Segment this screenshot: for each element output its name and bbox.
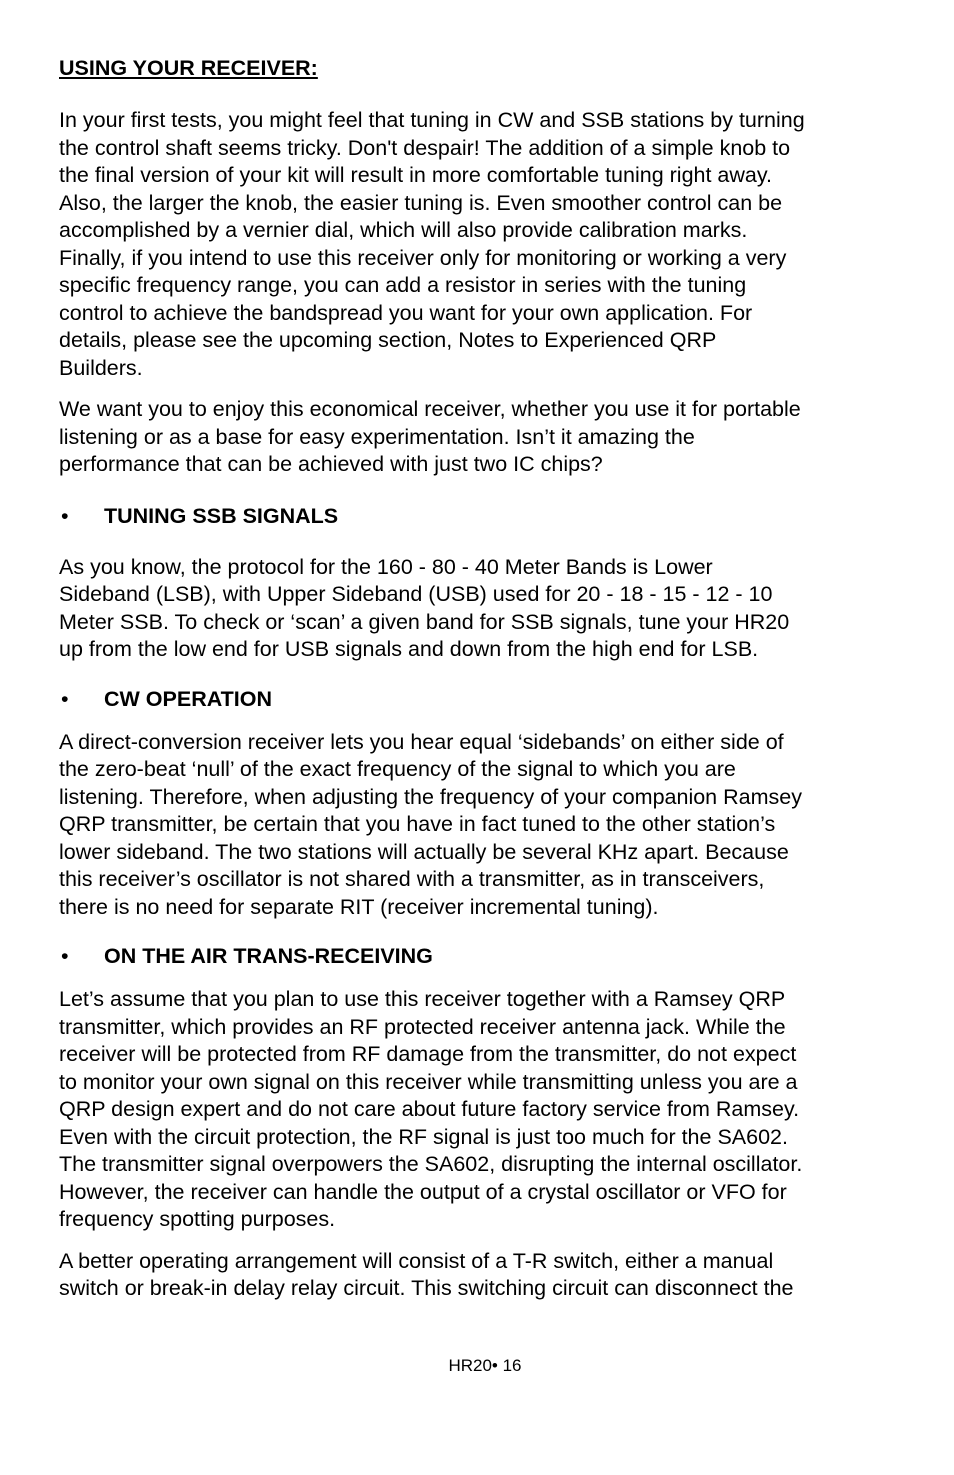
text-line: We want you to enjoy this economical receiver, whether you use it for portable <box>59 397 801 421</box>
text-line: The transmitter signal overpowers the SA602, disrupting the internal oscillator. <box>59 1152 803 1176</box>
text-line: up from the low end for USB signals and down from the high end for LSB. <box>59 637 759 661</box>
section-heading-cw-operation <box>59 686 899 713</box>
text-line: Finally, if you intend to use this receiver only for monitoring or working a very <box>59 245 787 270</box>
text-line: details, please see the upcoming section, Notes to Experienced QRP <box>59 328 717 352</box>
text-line: However, the receiver can handle the output of a crystal oscillator or VFO for <box>59 1179 787 1204</box>
text-line: the zero-beat ‘null’ of the exact frequency of the signal to which you are <box>59 757 736 781</box>
text-line: Also, the larger the knob, the easier tuning is. Even smoother control can be <box>59 190 783 215</box>
bullet-icon: • <box>61 686 69 711</box>
section-heading-tuning-ssb <box>59 503 899 530</box>
text-line: QRP design expert and do not care about future factory service from Ramsey. <box>59 1097 800 1121</box>
text-line: A better operating arrangement will consist of a T-R switch, either a manual <box>59 1248 774 1273</box>
text-line: transmitter, which provides an RF protected receiver antenna jack. While the <box>59 1014 786 1039</box>
cw-operation-paragraph <box>59 729 899 922</box>
text-line: In your first tests, you might feel that tuning in CW and SSB stations by turning <box>59 108 805 132</box>
text-line: QRP transmitter, be certain that you have in fact tuned to the other station’s <box>59 812 776 836</box>
text-line: Let’s assume that you plan to use this receiver together with a Ramsey QRP <box>59 987 786 1011</box>
section-title: CW OPERATION <box>104 686 273 711</box>
page-body <box>59 55 899 1317</box>
on-the-air-paragraph-1 <box>59 986 899 1234</box>
text-line: A direct-conversion receiver lets you hear equal ‘sidebands’ on either side of <box>59 729 784 754</box>
text-line: to monitor your own signal on this receiver while transmitting unless you are a <box>59 1069 798 1094</box>
enjoy-paragraph <box>59 396 899 479</box>
intro-paragraph <box>59 107 899 382</box>
text-line: As you know, the protocol for the 160 - 80 - 40 Meter Bands is Lower <box>59 554 713 579</box>
bullet-icon: • <box>61 944 69 968</box>
text-line: receiver will be protected from RF damage from the transmitter, do not expect <box>59 1042 797 1066</box>
text-line: Sideband (LSB), with Upper Sideband (USB) used for 20 - 18 - 15 - 12 - 10 <box>59 582 773 606</box>
page-footer: HR20• 16 <box>448 1356 522 1375</box>
text-line: lower sideband. The two stations will actually be several KHz apart. Because <box>59 839 789 864</box>
text-line: listening. Therefore, when adjusting the frequency of your companion Ramsey <box>59 784 802 809</box>
text-line: control to achieve the bandspread you want for your own application. For <box>59 300 753 325</box>
page-heading: USING YOUR RECEIVER: <box>59 56 318 80</box>
text-line: frequency spotting purposes. <box>59 1207 336 1231</box>
section-title: ON THE AIR TRANS-RECEIVING <box>104 944 433 968</box>
text-line: switch or break-in delay relay circuit. This switching circuit can disconnect the <box>59 1276 794 1300</box>
bullet-icon: • <box>61 503 69 528</box>
section-title: TUNING SSB SIGNALS <box>104 503 339 528</box>
text-line: specific frequency range, you can add a resistor in series with the tuning <box>59 273 747 297</box>
text-line: performance that can be achieved with just two IC chips? <box>59 452 603 476</box>
text-line: Meter SSB. To check or ‘scan’ a given band for SSB signals, tune your HR20 <box>59 609 790 634</box>
text-line: the control shaft seems tricky. Don't despair! The addition of a simple knob to <box>59 135 791 160</box>
text-line: listening or as a base for easy experimentation. Isn’t it amazing the <box>59 424 695 449</box>
section-heading-on-the-air <box>59 943 899 970</box>
text-line: the final version of your kit will result in more comfortable tuning right away. <box>59 163 772 187</box>
on-the-air-paragraph-2 <box>59 1248 899 1303</box>
text-line: accomplished by a vernier dial, which will also provide calibration marks. <box>59 218 748 242</box>
text-line: Builders. <box>59 355 143 380</box>
text-line: there is no need for separate RIT (receiver incremental tuning). <box>59 894 659 919</box>
text-line: this receiver’s oscillator is not shared with a transmitter, as in transceivers, <box>59 867 765 891</box>
tuning-ssb-paragraph <box>59 554 899 664</box>
text-line: Even with the circuit protection, the RF signal is just too much for the SA602. <box>59 1124 788 1149</box>
